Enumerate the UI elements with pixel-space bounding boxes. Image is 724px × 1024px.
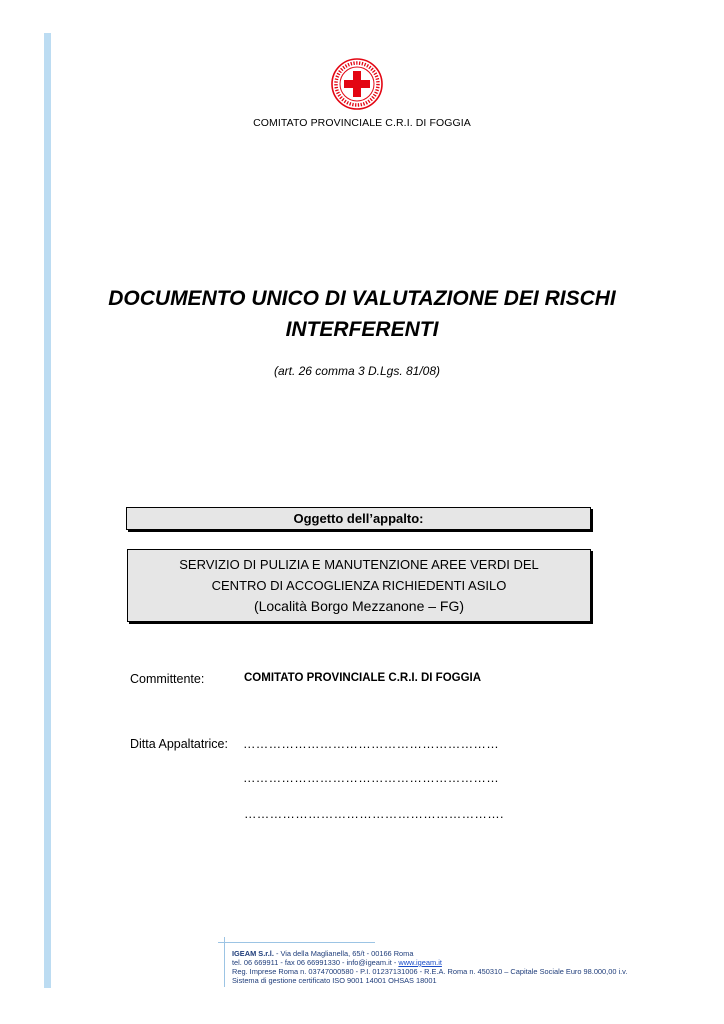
footer-address: - Via della Maglianella, 65/t - 00166 Roma	[273, 949, 414, 958]
contractor-blank-2: ……………………………………………………	[243, 771, 499, 785]
left-margin-bar	[44, 33, 51, 988]
legal-reference: (art. 26 comma 3 D.Lgs. 81/08)	[273, 364, 441, 378]
object-label-box	[126, 507, 591, 530]
footer-website-link[interactable]: www.igeam.it	[398, 957, 442, 967]
contractor-blank-1: ……………………………………………………	[243, 737, 499, 751]
contractor-label: Ditta Appaltatrice:	[130, 737, 228, 751]
footer-divider-vertical	[224, 937, 225, 987]
service-location: (Località Borgo Mezzanone – FG)	[253, 598, 465, 614]
client-label: Committente:	[130, 672, 205, 686]
object-label: Oggetto dell’appalto:	[293, 511, 424, 526]
committee-header: COMITATO PROVINCIALE C.R.I. DI FOGGIA	[253, 117, 471, 129]
footer-company: IGEAM S.r.l.	[232, 949, 274, 958]
company-footer	[232, 950, 627, 986]
footer-contacts: tel. 06 669911 - fax 06 66991330 - info@igeam.it -	[232, 957, 399, 967]
service-line-2: CENTRO DI ACCOGLIENZA RICHIEDENTI ASILO	[211, 578, 507, 593]
service-line-1: SERVIZIO DI PULIZIA E MANUTENZIONE AREE VERDI DEL	[179, 557, 539, 572]
red-cross-logo	[331, 58, 383, 110]
footer-certification: Sistema di gestione certificato ISO 9001 14001 OHSAS 18001	[232, 975, 437, 985]
footer-registry: Reg. Imprese Roma n. 03747000580 - P.I. 01237131006 - R.E.A. Roma n. 450310 – Capitale Sociale Euro 98.000,00 i.v.	[232, 966, 628, 976]
client-value: COMITATO PROVINCIALE C.R.I. DI FOGGIA	[244, 672, 482, 684]
contractor-blank-3: …………………………………………………….	[244, 807, 504, 821]
document-title	[60, 283, 664, 345]
footer-divider	[218, 942, 375, 943]
title-line-1: DOCUMENTO UNICO DI VALUTAZIONE DEI RISCHI	[108, 287, 616, 310]
title-line-2: INTERFERENTI	[285, 318, 439, 341]
service-description-box	[127, 549, 591, 622]
